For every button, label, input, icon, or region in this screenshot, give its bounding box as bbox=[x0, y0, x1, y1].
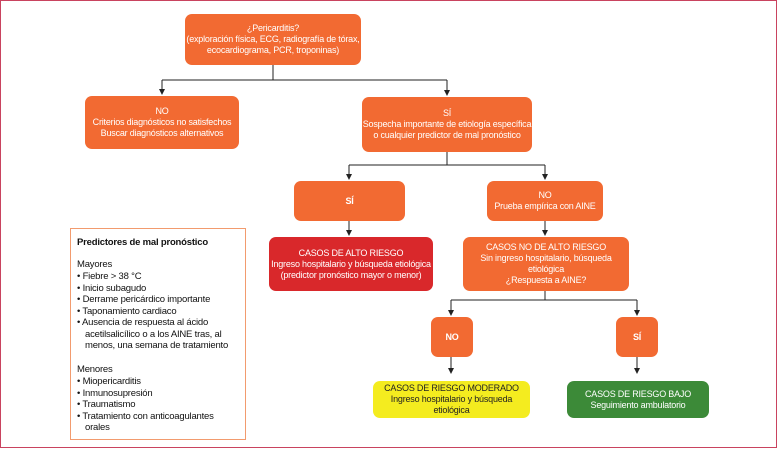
node-yes-suspicion bbox=[362, 97, 532, 152]
node-pericarditis-question bbox=[185, 14, 361, 65]
predictor-minor-item: • Inmunosupresión bbox=[77, 388, 239, 400]
node-no-nsaid-title: NO bbox=[538, 190, 552, 200]
node-yes-suspicion-line-1: Sospecha importante de etiología específica bbox=[362, 119, 532, 129]
node-not-high-risk-title: CASOS NO DE ALTO RIESGO bbox=[485, 242, 607, 252]
node-yes-response-title: SÍ bbox=[632, 331, 642, 342]
predictors-major-list bbox=[77, 271, 239, 352]
node-no-criteria-title: NO bbox=[155, 106, 169, 116]
node-pericarditis-title: ¿Pericarditis? bbox=[246, 23, 300, 33]
node-moderate-risk-title: CASOS DE RIESGO MODERADO bbox=[384, 383, 519, 393]
node-no-criteria-line-2: Buscar diagnósticos alternativos bbox=[100, 128, 224, 138]
node-yes-suspicion-line-2: o cualquier predictor de mal pronóstico bbox=[373, 130, 521, 140]
predictors-minor-list bbox=[77, 376, 239, 434]
predictor-major-item: • Inicio subagudo bbox=[77, 283, 239, 295]
node-moderate-risk-line-1: Ingreso hospitalario y búsqueda etiológica bbox=[390, 394, 513, 415]
node-low-risk-title: CASOS DE RIESGO BAJO bbox=[584, 388, 692, 399]
node-no-nsaid-line-1: Prueba empírica con AINE bbox=[494, 201, 596, 211]
predictor-major-item: • Ausencia de respuesta al ácido acetilsalicílico o a los AINE tras, al menos, una semana de tratamiento bbox=[77, 317, 239, 352]
node-pericarditis-line-1: (exploración física, ECG, radiografía de tórax, bbox=[186, 34, 360, 44]
predictors-major-label: Mayores bbox=[77, 258, 113, 270]
node-moderate-risk bbox=[373, 381, 530, 418]
node-not-high-risk-line-1: Sin ingreso hospitalario, búsqueda etiológica bbox=[480, 253, 612, 274]
predictor-minor-item: • Traumatismo bbox=[77, 399, 239, 411]
predictor-minor-item: • Tratamiento con anticoagulantes orales bbox=[77, 411, 239, 434]
predictor-major-item: • Fiebre > 38 °C bbox=[77, 271, 239, 283]
node-no-response bbox=[431, 317, 473, 357]
node-no-criteria bbox=[85, 96, 239, 149]
predictors-title: Predictores de mal pronóstico bbox=[77, 237, 208, 248]
node-not-high-risk-line-2: ¿Respuesta a AINE? bbox=[505, 275, 587, 285]
node-yes-suspicion-title: SÍ bbox=[442, 108, 452, 118]
node-high-risk-line-2: (predictor pronóstico mayor o menor) bbox=[280, 269, 422, 280]
predictor-major-item: • Taponamiento cardiaco bbox=[77, 306, 239, 318]
node-high-risk-title: CASOS DE ALTO RIESGO bbox=[298, 247, 404, 258]
node-low-risk bbox=[567, 381, 709, 418]
node-no-response-title: NO bbox=[445, 331, 459, 342]
node-yes-branch bbox=[294, 181, 405, 221]
node-high-risk bbox=[269, 237, 433, 291]
predictor-major-item: • Derrame pericárdico importante bbox=[77, 294, 239, 306]
node-yes-branch-title: SÍ bbox=[345, 195, 354, 206]
predictors-panel bbox=[70, 228, 246, 440]
node-not-high-risk bbox=[463, 237, 629, 291]
node-no-criteria-line-1: Criterios diagnósticos no satisfechos bbox=[92, 117, 232, 127]
node-yes-response bbox=[616, 317, 658, 357]
node-pericarditis-line-2: ecocardiograma, PCR, troponinas) bbox=[206, 45, 340, 55]
node-low-risk-line-1: Seguimiento ambulatorio bbox=[590, 399, 686, 410]
node-no-nsaid-trial bbox=[487, 181, 603, 221]
predictor-minor-item: • Miopericarditis bbox=[77, 376, 239, 388]
predictors-minor-label: Menores bbox=[77, 363, 113, 375]
node-high-risk-line-1: Ingreso hospitalario y búsqueda etiológica bbox=[271, 258, 431, 269]
